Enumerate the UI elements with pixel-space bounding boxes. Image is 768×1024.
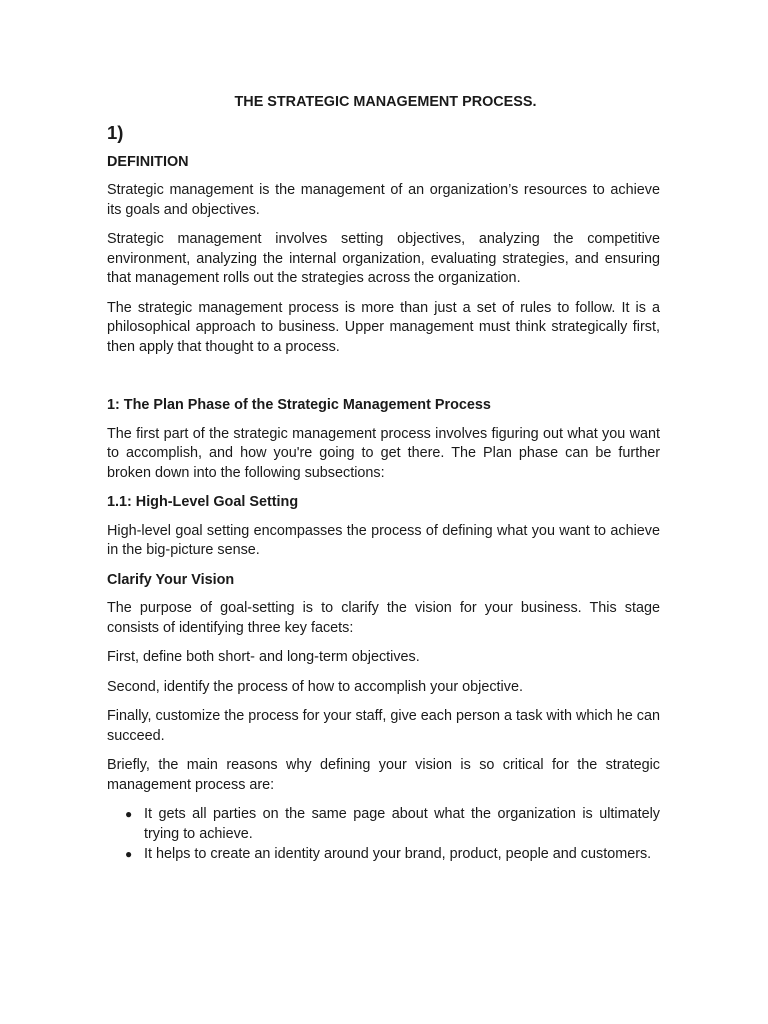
vision-paragraph: The purpose of goal-setting is to clarify the vision for your business. This stage consists of identifying three key facets: [107,600,660,636]
vision-paragraph: Second, identify the process of how to accomplish your objective. [107,678,523,695]
vision-paragraph: Briefly, the main reasons why defining your vision is so critical for the strategic management process are: [107,757,660,793]
definition-heading: DEFINITION [107,153,189,170]
list-item [107,845,660,865]
vision-paragraph: Finally, customize the process for your staff, give each person a task with which he can succeed. [107,708,660,744]
spacer [107,367,660,396]
section-number: 1) [107,121,124,143]
document-title: THE STRATEGIC MANAGEMENT PROCESS. [234,94,537,110]
list-item-text: It gets all parties on the same page about what the organization is ultimately trying to achieve. [144,806,660,842]
goal-setting-paragraph: High-level goal setting encompasses the process of defining what you want to achieve in the big-picture sense. [107,522,660,558]
definition-paragraph: Strategic management is the management of an organization’s resources to achieve its goals and objectives. [107,182,660,218]
clarify-vision-heading: Clarify Your Vision [107,571,235,588]
vision-paragraph: First, define both short- and long-term objectives. [107,649,420,665]
bullet-icon: ● [125,847,133,861]
reasons-list [107,805,660,865]
definition-paragraph: The strategic management process is more than just a set of rules to follow. It is a philosophical approach to business. Upper management must think strategically first, then apply that thought to a process. [107,299,660,355]
goal-setting-heading: 1.1: High-Level Goal Setting [107,494,299,510]
bullet-icon: ● [125,807,133,821]
plan-phase-heading: 1: The Plan Phase of the Strategic Management Process [107,397,491,413]
plan-intro-paragraph: The first part of the strategic management process involves figuring out what you want to accomplish, and how you're going to get there. The Plan phase can be further broken down into the following subsections: [107,425,660,481]
definition-paragraph: Strategic management involves setting objectives, analyzing the competitive environment, analyzing the internal organization, evaluating strategies, and ensuring that management rolls out the strategies across the organization. [107,231,660,286]
list-item [107,805,660,844]
list-item-text: It helps to create an identity around your brand, product, people and customers. [144,846,652,862]
